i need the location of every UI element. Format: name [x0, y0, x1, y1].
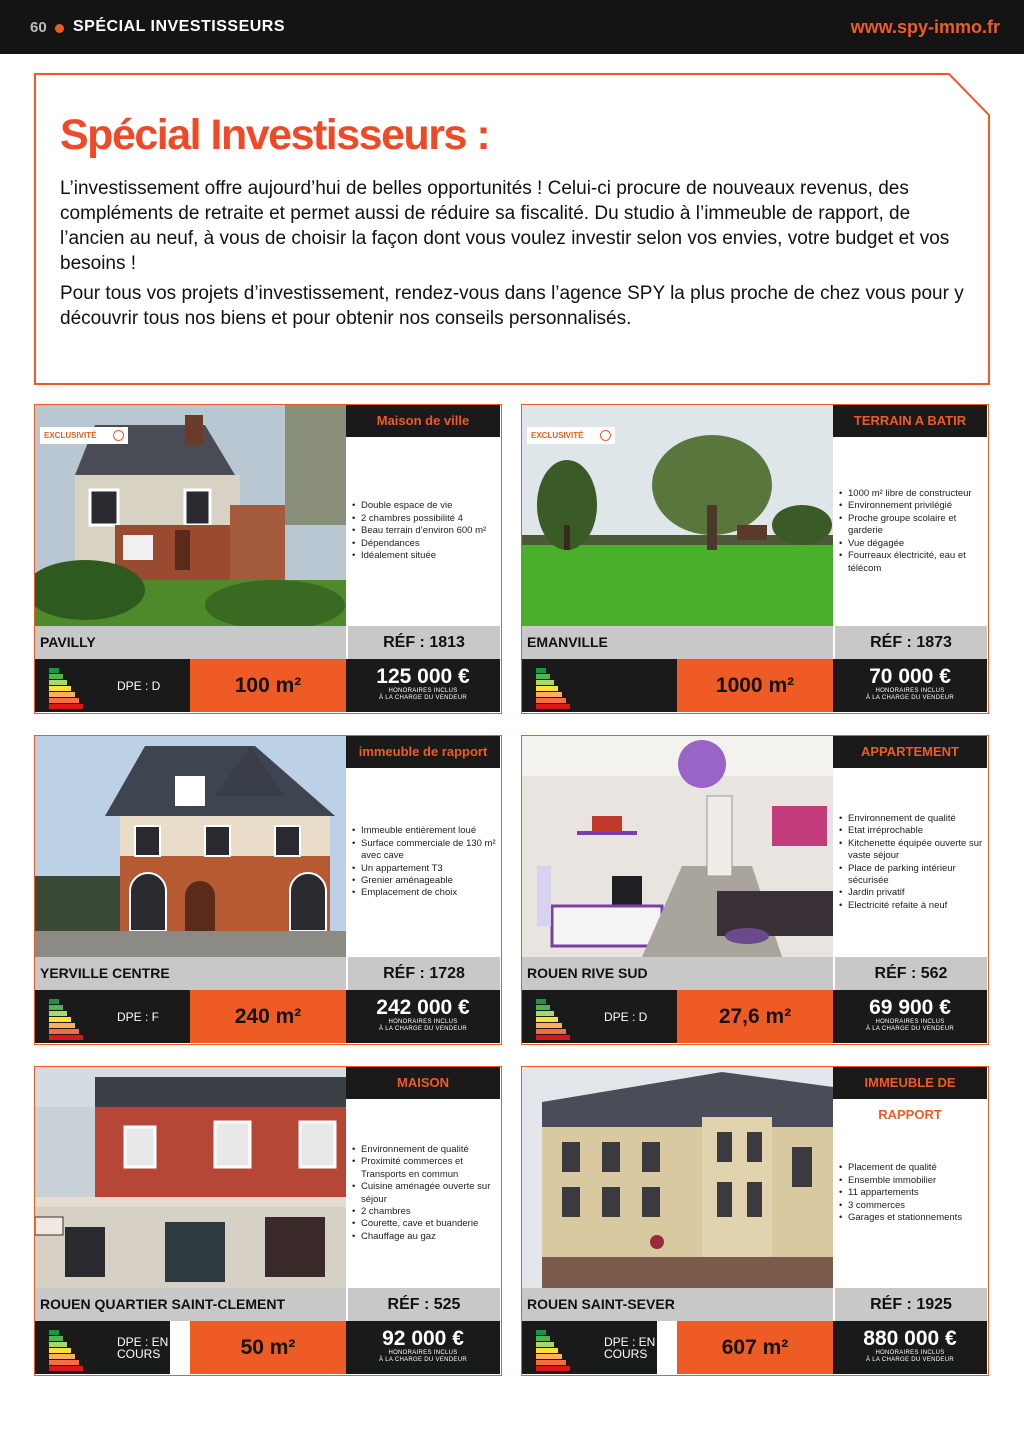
price-box	[833, 990, 987, 1043]
feature-list	[833, 768, 987, 957]
seal-icon	[600, 430, 611, 441]
price: 242 000 €	[376, 996, 470, 1019]
intro-title: Spécial Investisseurs :	[60, 111, 490, 159]
feature-item: • 3 commerces	[839, 1200, 962, 1212]
feature-item: • 11 appartements	[839, 1187, 962, 1199]
feature-item: • Environnement privilégié	[839, 500, 983, 512]
property-type: TERRAIN A BATIR	[833, 405, 987, 437]
feature-item: • Jardin privatif	[839, 887, 983, 899]
fees-note: HONORAIRES INCLUS	[388, 1019, 458, 1025]
feature-item: • Ensemble immobilier	[839, 1175, 962, 1187]
city-label: EMANVILLE	[522, 626, 833, 659]
price-box	[346, 659, 500, 712]
reference-number: RÉF : 1873	[833, 626, 987, 659]
price: 69 900 €	[869, 996, 951, 1019]
listing-card[interactable]	[34, 1066, 502, 1376]
price: 92 000 €	[382, 1327, 464, 1350]
brick-building-photo	[35, 736, 346, 957]
property-type: immeuble de rapport	[346, 736, 500, 768]
listing-card[interactable]	[521, 735, 989, 1045]
listing-card[interactable]	[521, 404, 989, 714]
reference-number: RÉF : 1813	[346, 626, 500, 659]
dpe-label: DPE : EN COURS	[110, 1321, 170, 1374]
feature-item: • Beau terrain d’environ 600 m²	[352, 525, 486, 537]
price: 880 000 €	[863, 1327, 957, 1350]
feature-item: • Garages et stationnements	[839, 1212, 962, 1224]
red-brick-house-photo	[35, 1067, 346, 1288]
feature-item: • Un appartement T3	[352, 863, 496, 875]
feature-item: • Idéalement située	[352, 550, 486, 562]
feature-item: • Placement de qualité	[839, 1162, 962, 1174]
dpe-label: DPE : D	[597, 990, 677, 1043]
feature-item: • Cuisine aménagée ouverte sur séjour	[352, 1181, 496, 1206]
seal-icon	[113, 430, 124, 441]
feature-item: • 2 chambres	[352, 1206, 496, 1218]
fees-note: HONORAIRES INCLUS	[875, 1350, 945, 1356]
city-label: PAVILLY	[35, 626, 346, 659]
fees-note: À LA CHARGE DU VENDEUR	[379, 1357, 467, 1363]
energy-rating-icon	[522, 1321, 597, 1374]
feature-list	[833, 1099, 987, 1288]
surface-area: 607 m²	[677, 1321, 833, 1374]
living-room-photo	[522, 736, 833, 957]
reference-number: RÉF : 1728	[346, 957, 500, 990]
energy-rating-icon	[35, 990, 110, 1043]
intro-box	[34, 73, 990, 385]
intro-paragraph-2: Pour tous vos projets d’investissement, rendez-vous dans l’agence SPY la plus proche de chez vous pour y découvrir tous nos biens et pour obtenir nos conseils personnalisés.	[60, 283, 964, 329]
feature-item: • Etat irréprochable	[839, 825, 983, 837]
price: 125 000 €	[376, 665, 470, 688]
fees-note: À LA CHARGE DU VENDEUR	[379, 1026, 467, 1032]
fees-note: HONORAIRES INCLUS	[388, 688, 458, 694]
feature-item: • Fourreaux électricité, eau et télécom	[839, 550, 983, 575]
energy-rating-icon	[522, 659, 597, 712]
exclusivity-badge: EXCLUSIVITÉ	[527, 427, 615, 444]
fees-note: À LA CHARGE DU VENDEUR	[866, 1357, 954, 1363]
bullet-dot-icon	[55, 24, 64, 33]
intro-paragraph-1: L’investissement offre aujourd’hui de belles opportunités ! Celui-ci procure de nouveaux revenus, des compléments de retraite et permet aussi de réduire sa fiscalité. Du studio à l’immeuble de rapport, de l’ancien au neuf, à vous de choisir la façon dont vous voulez investir selon vos envies, votre budget et vos besoins !	[60, 178, 950, 274]
price-box	[346, 1321, 500, 1374]
energy-rating-icon	[35, 659, 110, 712]
dpe-label: DPE : F	[110, 990, 190, 1043]
feature-item: • Emplacement de choix	[352, 887, 496, 899]
feature-list	[833, 437, 987, 626]
city-label: ROUEN RIVE SUD	[522, 957, 833, 990]
property-type: Maison de ville	[346, 405, 500, 437]
fees-note: À LA CHARGE DU VENDEUR	[379, 695, 467, 701]
property-type: IMMEUBLE DE RAPPORT	[833, 1067, 987, 1099]
header-bar	[0, 0, 1024, 54]
fees-note: À LA CHARGE DU VENDEUR	[866, 1026, 954, 1032]
surface-area: 100 m²	[190, 659, 346, 712]
surface-area: 1000 m²	[677, 659, 833, 712]
section-title: SPÉCIAL INVESTISSEURS	[73, 18, 286, 35]
price-box	[833, 659, 987, 712]
surface-area: 240 m²	[190, 990, 346, 1043]
fees-note: HONORAIRES INCLUS	[875, 1019, 945, 1025]
listing-card[interactable]	[34, 735, 502, 1045]
feature-item: • Chauffage au gaz	[352, 1231, 496, 1243]
reference-number: RÉF : 1925	[833, 1288, 987, 1321]
city-label: ROUEN QUARTIER SAINT-CLEMENT	[35, 1288, 346, 1321]
feature-item: • Proche groupe scolaire et garderie	[839, 513, 983, 538]
feature-item: • 2 chambres possibilité 4	[352, 513, 486, 525]
feature-item: • Proximité commerces et Transports en commun	[352, 1156, 496, 1181]
feature-item: • Environnement de qualité	[839, 813, 983, 825]
dpe-label: DPE : EN COURS	[597, 1321, 657, 1374]
surface-area: 50 m²	[190, 1321, 346, 1374]
fees-note: HONORAIRES INCLUS	[388, 1350, 458, 1356]
reference-number: RÉF : 525	[346, 1288, 500, 1321]
city-label: YERVILLE CENTRE	[35, 957, 346, 990]
website-link[interactable]: www.spy-immo.fr	[850, 17, 1000, 37]
feature-list	[346, 437, 500, 626]
feature-item: • Place de parking intérieur sécurisée	[839, 863, 983, 888]
feature-item: • Double espace de vie	[352, 500, 486, 512]
feature-list	[346, 1099, 500, 1288]
page-number: 60	[30, 19, 47, 36]
feature-item: • Courette, cave et buanderie	[352, 1218, 496, 1230]
feature-item: • Surface commerciale de 130 m² avec cave	[352, 838, 496, 863]
feature-item: • Kitchenette équipée ouverte sur vaste séjour	[839, 838, 983, 863]
property-type: APPARTEMENT	[833, 736, 987, 768]
energy-rating-icon	[522, 990, 597, 1043]
feature-list	[346, 768, 500, 957]
stone-building-photo	[522, 1067, 833, 1288]
feature-item: • Environnement de qualité	[352, 1144, 496, 1156]
price: 70 000 €	[869, 665, 951, 688]
feature-item: • 1000 m² libre de constructeur	[839, 488, 983, 500]
energy-rating-icon	[35, 1321, 110, 1374]
feature-item: • Vue dégagée	[839, 538, 983, 550]
dpe-label: DPE : D	[110, 659, 190, 712]
property-type: MAISON	[346, 1067, 500, 1099]
feature-item: • Immeuble entièrement loué	[352, 825, 496, 837]
feature-item: • Grenier aménageable	[352, 875, 496, 887]
city-label: ROUEN SAINT-SEVER	[522, 1288, 833, 1321]
reference-number: RÉF : 562	[833, 957, 987, 990]
surface-area: 27,6 m²	[677, 990, 833, 1043]
price-box	[833, 1321, 987, 1374]
listing-card[interactable]	[34, 404, 502, 714]
price-box	[346, 990, 500, 1043]
fees-note: HONORAIRES INCLUS	[875, 688, 945, 694]
fees-note: À LA CHARGE DU VENDEUR	[866, 695, 954, 701]
listing-card[interactable]	[521, 1066, 989, 1376]
exclusivity-badge: EXCLUSIVITÉ	[40, 427, 128, 444]
dpe-label	[597, 659, 677, 712]
feature-item: • Electricité refaite à neuf	[839, 900, 983, 912]
feature-item: • Dépendances	[352, 538, 486, 550]
